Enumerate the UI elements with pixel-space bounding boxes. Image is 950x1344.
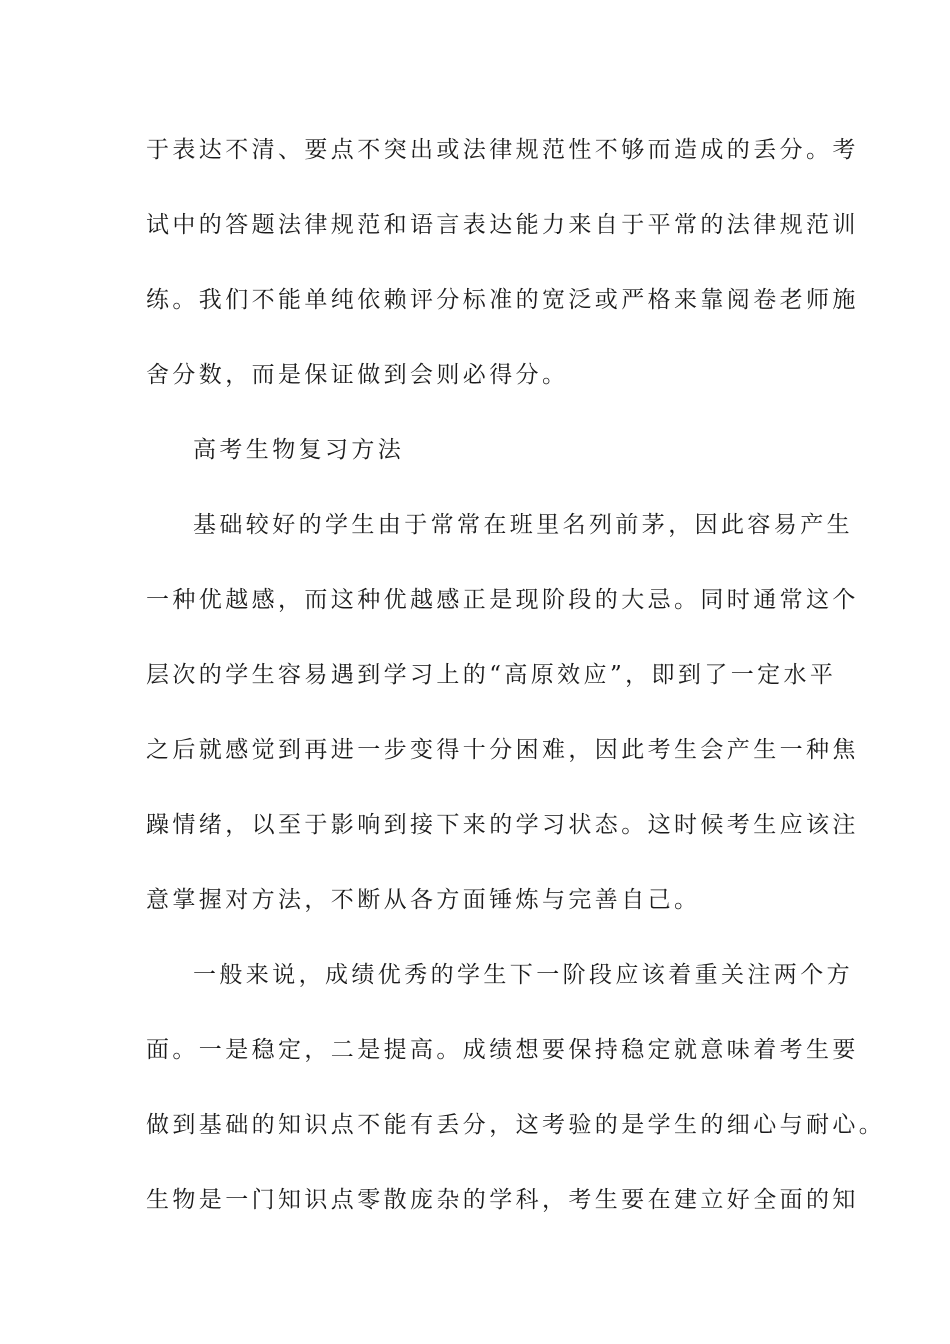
paragraph-2-line-4: 之后就感觉到再进一步变得十分困难，因此考生会产生一种焦	[146, 737, 859, 763]
paragraph-1-line-1: 于表达不清、要点不突出或法律规范性不够而造成的丢分。考	[146, 137, 859, 163]
paragraph-1-line-2: 试中的答题法律规范和语言表达能力来自于平常的法律规范训	[146, 212, 859, 238]
paragraph-3-line-2: 面。一是稳定，二是提高。成绩想要保持稳定就意味着考生要	[146, 1037, 859, 1063]
paragraph-2-line-2: 一种优越感，而这种优越感正是现阶段的大忌。同时通常这个	[146, 587, 859, 613]
paragraph-1-line-4: 舍分数，而是保证做到会则必得分。	[146, 362, 569, 388]
paragraph-3-line-3: 做到基础的知识点不能有丢分，这考验的是学生的细心与耐心。	[146, 1112, 886, 1138]
paragraph-3-line-4: 生物是一门知识点零散庞杂的学科，考生要在建立好全面的知	[146, 1187, 859, 1213]
paragraph-2-line-5: 躁情绪，以至于影响到接下来的学习状态。这时候考生应该注	[146, 812, 859, 838]
paragraph-2-line-6: 意掌握对方法，不断从各方面锤炼与完善自己。	[146, 887, 701, 913]
paragraph-2-line-3: 层次的学生容易遇到学习上的“高原效应”，即到了一定水平	[146, 662, 837, 688]
paragraph-3-line-1: 一般来说，成绩优秀的学生下一阶段应该着重关注两个方	[193, 962, 853, 988]
paragraph-1-line-3: 练。我们不能单纯依赖评分标准的宽泛或严格来靠阅卷老师施	[146, 287, 859, 313]
paragraph-2-line-1: 基础较好的学生由于常常在班里名列前茅，因此容易产生	[193, 512, 853, 538]
section-heading: 高考生物复习方法	[193, 437, 405, 463]
